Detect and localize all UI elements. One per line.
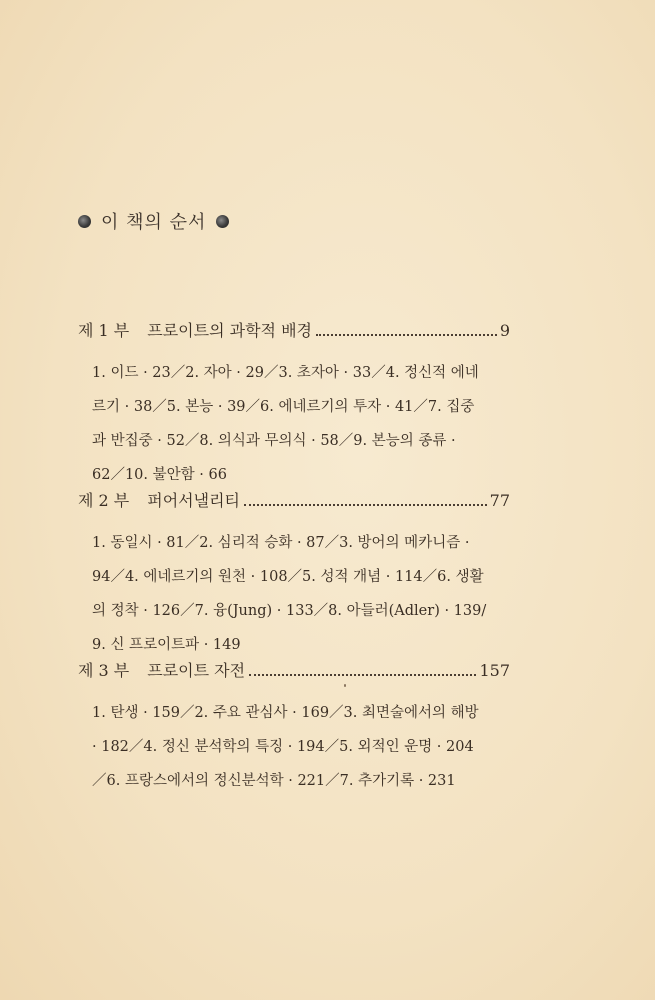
part-1-number: 제 1 부 (78, 321, 130, 340)
part-3-title-row (78, 660, 510, 682)
part-2-contents (92, 526, 510, 662)
contents-line: 1. 동일시 · 81／2. 심리적 승화 · 87／3. 방어의 메카니즘 · (92, 535, 470, 551)
part-3 (78, 660, 510, 798)
contents-line: 94／4. 에네르기의 원천 · 108／5. 성적 개념 · 114／6. 생활 (92, 569, 484, 585)
part-1 (78, 320, 510, 492)
part-2-title: 퍼어서낼리티 (147, 491, 241, 510)
dot-leader (244, 503, 487, 506)
part-1-contents (92, 356, 510, 492)
part-3-title: 프로이트 자전 (147, 661, 246, 680)
part-1-title-row (78, 320, 510, 342)
part-2-page: 77 (489, 491, 510, 510)
part-2 (78, 490, 510, 662)
paper-speck (344, 684, 346, 687)
contents-line: 르기 · 38／5. 본능 · 39／6. 에네르기의 투자 · 41／7. 집중 (92, 399, 475, 415)
toc-heading-text: 이 책의 순서 (101, 212, 207, 233)
part-1-page: 9 (499, 321, 510, 340)
part-3-page: 157 (479, 661, 510, 680)
part-2-number: 제 2 부 (78, 491, 130, 510)
contents-line: ／6. 프랑스에서의 정신분석학 · 221／7. 추가기록 · 231 (92, 773, 456, 789)
dot-leader (316, 333, 497, 336)
toc-heading (78, 208, 229, 234)
bullet-right-icon (216, 215, 229, 228)
contents-line: 과 반집중 · 52／8. 의식과 무의식 · 58／9. 본능의 종류 · (92, 433, 456, 449)
bullet-left-icon (78, 215, 91, 228)
contents-line: 9. 신 프로이트파 · 149 (92, 637, 241, 653)
dot-leader (249, 673, 476, 676)
part-3-contents (92, 696, 510, 798)
contents-line: 의 정착 · 126／7. 융(Jung) · 133／8. 아들러(Adler) · 139/ (92, 603, 487, 619)
part-1-title: 프로이트의 과학적 배경 (147, 321, 312, 340)
contents-line: 1. 이드 · 23／2. 자아 · 29／3. 초자아 · 33／4. 정신적 에네 (92, 365, 479, 381)
part-2-title-row (78, 490, 510, 512)
contents-line: 62／10. 불안함 · 66 (92, 467, 227, 483)
contents-line: 1. 탄생 · 159／2. 주요 관심사 · 169／3. 최면술에서의 해방 (92, 705, 479, 721)
part-3-number: 제 3 부 (78, 661, 130, 680)
contents-line: · 182／4. 정신 분석학의 특징 · 194／5. 외적인 운명 · 204 (92, 739, 474, 755)
